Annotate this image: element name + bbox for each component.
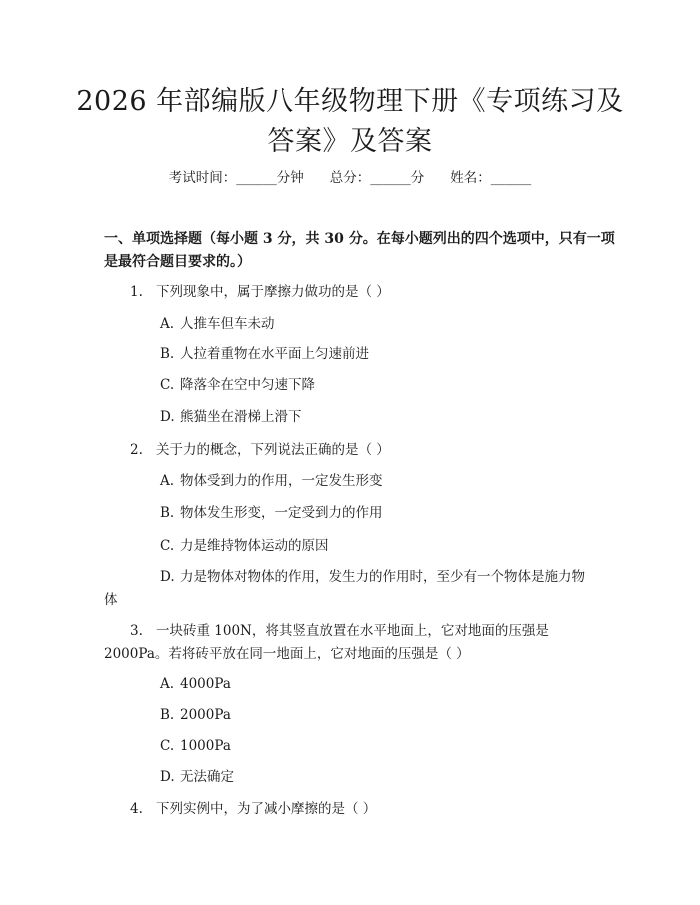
option-letter: C. — [160, 738, 175, 754]
option-letter: B. — [160, 707, 175, 723]
question-3-option-a — [160, 673, 231, 695]
score-label: 总分： — [329, 170, 371, 186]
question-number: 4. — [130, 801, 143, 817]
question-1-option-a — [160, 313, 275, 335]
question-3 — [130, 620, 549, 642]
name-blank: ______ — [490, 170, 532, 186]
question-number: 1. — [130, 284, 143, 300]
option-letter: D. — [160, 409, 175, 425]
section-heading-line-1: 一、单项选择题（每小题 3 分，共 30 分。在每小题列出的四个选项中，只有一项 — [104, 231, 615, 247]
option-text: 无法确定 — [180, 769, 234, 785]
option-text: 力是物体对物体的作用，发生力的作用时，至少有一个物体是施力物 — [180, 569, 585, 585]
question-3-option-b — [160, 704, 231, 726]
option-letter: A. — [160, 676, 175, 692]
section-heading-line-2: 是最符合题目要求的。） — [104, 254, 251, 270]
option-letter: B. — [160, 346, 175, 362]
option-text: 2000Pa — [180, 707, 231, 723]
question-stem: 一块砖重 100N，将其竖直放置在水平地面上，它对地面的压强是 — [156, 623, 549, 639]
exam-info-line — [0, 168, 700, 188]
question-3-option-d — [160, 766, 234, 788]
question-3-option-c — [160, 735, 231, 757]
option-letter: C. — [160, 377, 175, 393]
question-2-option-d — [160, 566, 585, 588]
question-2-option-d-continuation: 体 — [104, 592, 118, 608]
option-letter: D. — [160, 769, 175, 785]
name-label: 姓名： — [450, 170, 491, 186]
option-letter: A. — [160, 316, 175, 332]
question-2-option-b — [160, 502, 383, 524]
question-2-option-a — [160, 470, 383, 492]
option-text: 物体受到力的作用，一定发生形变 — [180, 473, 383, 489]
time-label: 考试时间： — [168, 170, 237, 186]
question-2 — [130, 439, 390, 461]
option-letter: B. — [160, 505, 175, 521]
score-unit: 分 — [410, 170, 425, 186]
option-text: 熊猫坐在滑梯上滑下 — [180, 409, 302, 425]
option-letter: A. — [160, 473, 175, 489]
question-number: 3. — [130, 623, 143, 639]
option-letter: D. — [160, 569, 175, 585]
option-text: 降落伞在空中匀速下降 — [180, 377, 315, 393]
question-3-stem-continuation: 2000Pa。若将砖平放在同一地面上，它对地面的压强是（ ） — [104, 646, 470, 662]
option-text: 物体发生形变，一定受到力的作用 — [180, 505, 383, 521]
question-1-option-b — [160, 343, 369, 365]
time-blank: ______ — [236, 170, 277, 186]
document-title-line-2: 答案》及答案 — [267, 126, 433, 157]
option-letter: C. — [160, 538, 175, 554]
question-1-option-d — [160, 406, 302, 428]
question-stem: 关于力的概念，下列说法正确的是（ ） — [156, 442, 390, 458]
question-2-option-c — [160, 535, 329, 557]
question-4 — [130, 798, 376, 820]
question-stem: 下列实例中，为了减小摩擦的是（ ） — [156, 801, 377, 817]
score-blank: ______ — [370, 170, 411, 186]
option-text: 1000Pa — [180, 738, 231, 754]
option-text: 力是维持物体运动的原因 — [180, 538, 329, 554]
question-stem: 下列现象中，属于摩擦力做功的是（ ） — [156, 284, 390, 300]
option-text: 4000Pa — [180, 676, 231, 692]
option-text: 人推车但车未动 — [180, 316, 275, 332]
question-1 — [130, 281, 390, 303]
time-unit: 分钟 — [276, 170, 304, 186]
question-number: 2. — [130, 442, 143, 458]
document-title-line-1: 2026 年部编版八年级物理下册《专项练习及 — [76, 86, 624, 117]
question-1-option-c — [160, 374, 315, 396]
option-text: 人拉着重物在水平面上匀速前进 — [180, 346, 369, 362]
